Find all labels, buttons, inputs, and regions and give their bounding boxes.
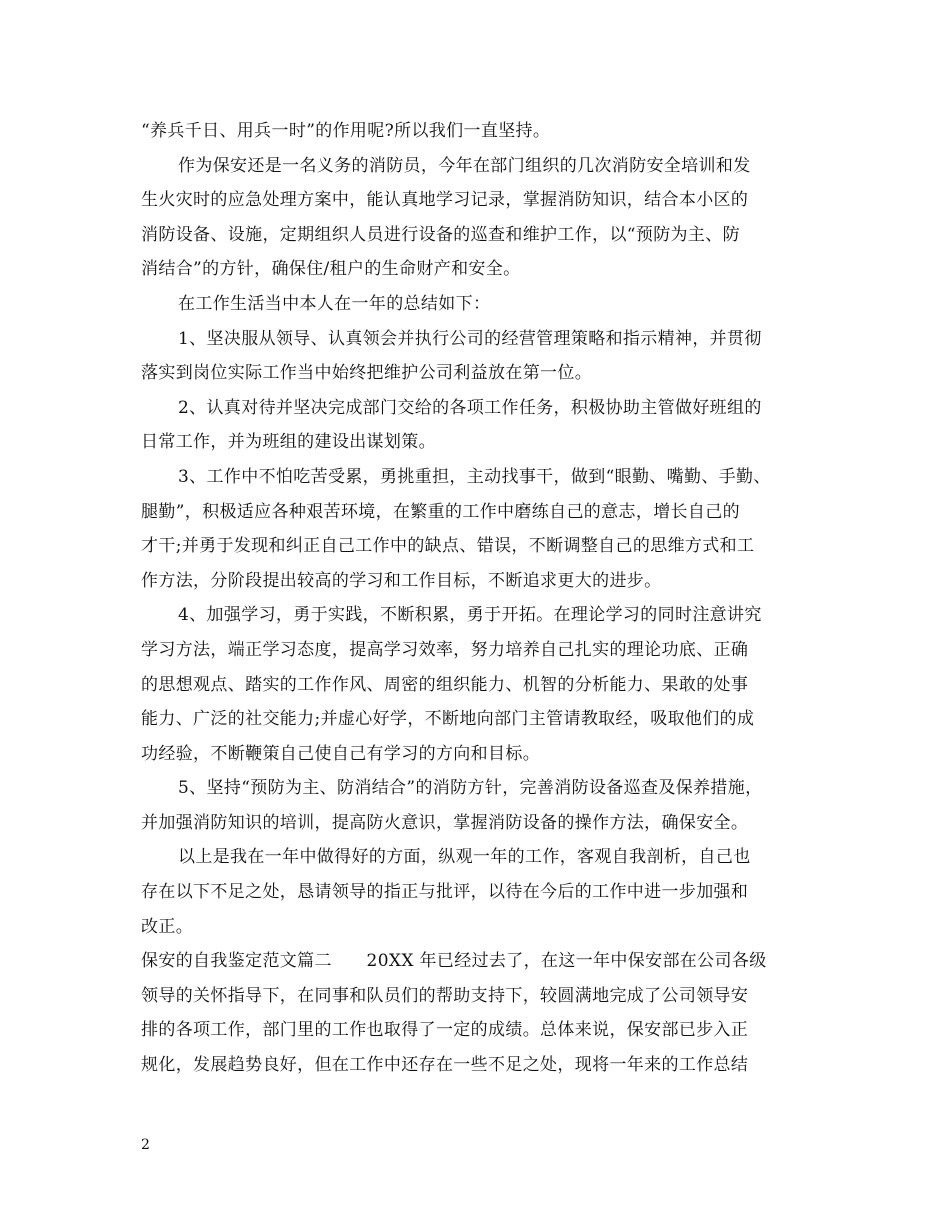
text-line: 学习方法，端正学习态度，提高学习效率，努力培养自己扎实的理论功底、正确 bbox=[141, 639, 749, 660]
text-line: 5、坚持“预防为主、防消结合”的消防方针，完善消防设备巡查及保养措施， bbox=[178, 778, 763, 799]
text-line: 2、认真对待并坚决完成部门交给的各项工作任务，积极协助主管做好班组的 bbox=[178, 397, 762, 418]
text-line: 腿勤”，积极适应各种艰苦环境，在繁重的工作中磨练自己的意志，增长自己的 bbox=[141, 501, 740, 522]
text-line: 规化，发展趋势良好，但在工作中还存在一些不足之处，现将一年来的工作总结 bbox=[141, 1055, 749, 1076]
text-line: 功经验，不断鞭策自己使自己有学习的方向和目标。 bbox=[141, 743, 541, 764]
text-line: 保安的自我鉴定范文篇二 20XX 年已经过去了，在这一年中保安部在公司各级 bbox=[141, 951, 767, 972]
text-line: 才干;并勇于发现和纠正自己工作中的缺点、错误，不断调整自己的思维方式和工 bbox=[141, 536, 755, 557]
text-line: 在工作生活当中本人在一年的总结如下： bbox=[178, 293, 491, 314]
text-line: 3、工作中不怕吃苦受累，勇挑重担，主动找事干，做到“眼勤、嘴勤、手勤、 bbox=[178, 466, 771, 487]
text-line: 改正。 bbox=[141, 916, 194, 937]
text-line: 并加强消防知识的培训，提高防火意识，掌握消防设备的操作方法，确保安全。 bbox=[141, 812, 749, 833]
text-line: 存在以下不足之处，恳请领导的指正与批评，以待在今后的工作中进一步加强和 bbox=[141, 882, 749, 903]
text-line: 以上是我在一年中做得好的方面，纵观一年的工作，客观自我剖析，自己也 bbox=[178, 847, 751, 868]
text-line: 消结合”的方针，确保住/租户的生命财产和安全。 bbox=[141, 259, 521, 280]
text-line: 领导的关怀指导下，在同事和队员们的帮助支持下，较圆满地完成了公司领导安 bbox=[141, 985, 749, 1006]
text-line: 落实到岗位实际工作当中始终把维护公司利益放在第一位。 bbox=[141, 363, 593, 384]
text-line: “养兵千日、用兵一时”的作用呢?所以我们一直坚持。 bbox=[141, 121, 551, 141]
text-line: 1、坚决服从领导、认真领会并执行公司的经营管理策略和指示精神，并贯彻 bbox=[178, 328, 762, 349]
text-line: 能力、广泛的社交能力;并虚心好学，不断地向部门主管请教取经，吸取他们的成 bbox=[141, 709, 755, 730]
text-line: 作为保安还是一名义务的消防员，今年在部门组织的几次消防安全培训和发 bbox=[178, 155, 751, 176]
text-line: 4、加强学习，勇于实践，不断积累，勇于开拓。在理论学习的同时注意讲究 bbox=[178, 605, 762, 626]
text-line: 消防设备、设施，定期组织人员进行设备的巡查和维护工作，以“预防为主、防 bbox=[141, 224, 740, 245]
text-line: 作方法，分阶段提出较高的学习和工作目标，不断追求更大的进步。 bbox=[141, 570, 662, 591]
text-line: 的思想观点、踏实的工作作风、周密的组织能力、机智的分析能力、果敢的处事 bbox=[141, 674, 749, 695]
text-line: 日常工作，并为班组的建设出谋划策。 bbox=[141, 432, 436, 453]
text-line: 排的各项工作，部门里的工作也取得了一定的成绩。总体来说，保安部已步入正 bbox=[141, 1020, 749, 1041]
text-line: 生火灾时的应急处理方案中，能认真地学习记录，掌握消防知识，结合本小区的 bbox=[141, 190, 749, 211]
page-number: 2 bbox=[141, 1137, 150, 1153]
document-body bbox=[141, 114, 831, 1083]
